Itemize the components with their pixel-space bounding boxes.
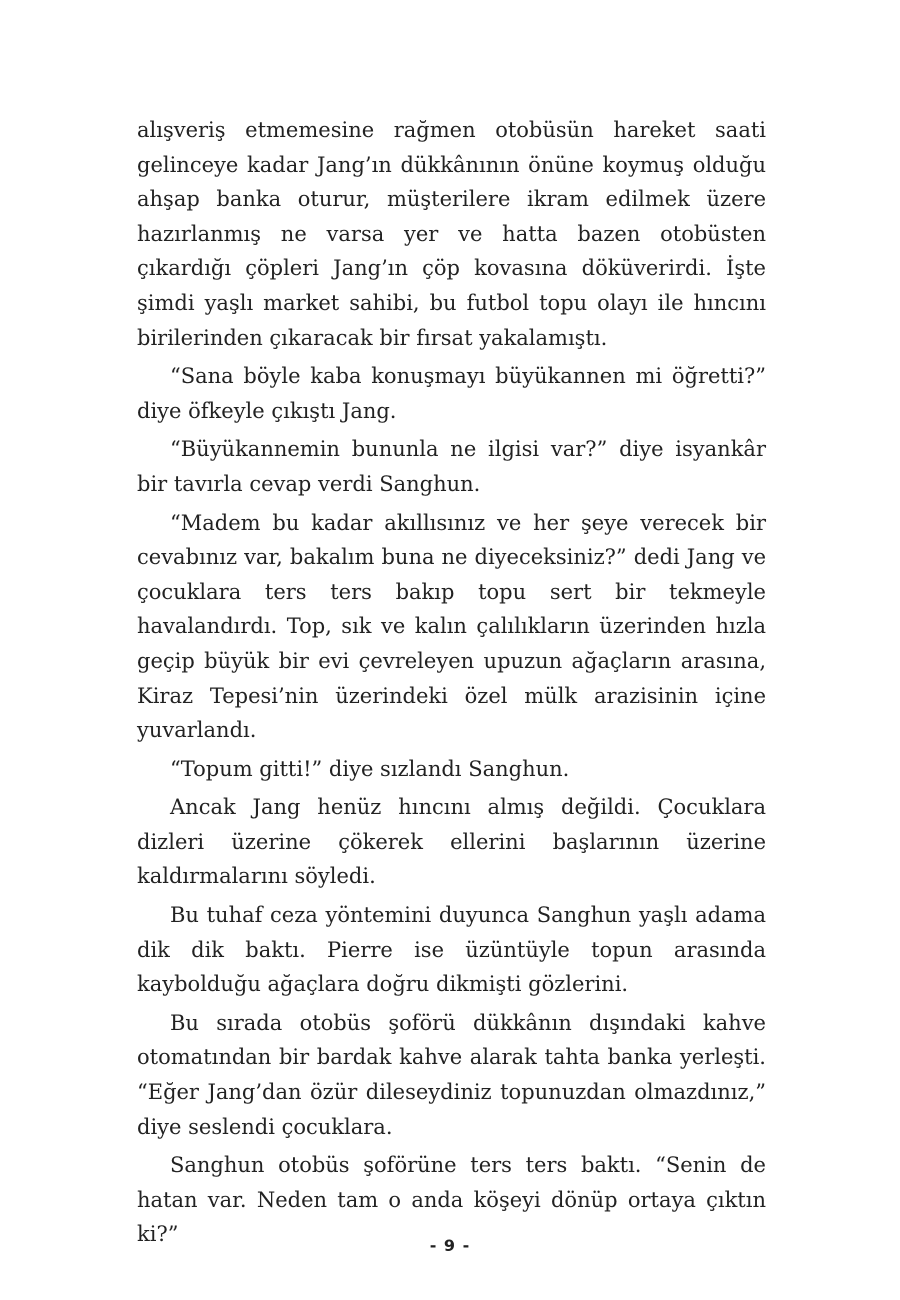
paragraph-1: alışveriş etmemesine rağmen otobüsün hareket saati gelinceye kadar Jang’ın dükkânının önüne koymuş olduğu ahşap banka oturur, müşterilere ikram edilmek üzere hazırlanmış ne varsa yer ve hatta bazen otobüsten çıkardığı çöpleri Jang’ın çöp kovasına döküverirdi. İşte şimdi yaşlı market sahibi, bu futbol topu olayı ile hıncını birilerinden çıkaracak bir fırsat yakalamıştı.: [137, 118, 766, 350]
paragraph-3: “Büyükannemin bununla ne ilgisi var?” diye isyankâr bir tavırla cevap verdi Sanghun.: [137, 437, 766, 496]
paragraph-6: Ancak Jang henüz hıncını almış değildi. Çocuklara dizleri üzerine çökerek ellerini başlarının üzerine kaldırmalarını söyledi.: [137, 795, 766, 889]
body-text: [137, 113, 766, 1256]
page-number: - 9 -: [429, 1236, 471, 1255]
paragraph-7: Bu tuhaf ceza yöntemini duyunca Sanghun yaşlı adama dik dik baktı. Pierre ise üzüntüyle topun arasında kaybolduğu ağaçlara doğru dikmişti gözlerini.: [137, 903, 766, 997]
paragraph-4: “Madem bu kadar akıllısınız ve her şeye verecek bir cevabınız var, bakalım buna ne diyeceksiniz?” dedi Jang ve çocuklara ters ters bakıp topu sert bir tekmeyle havalandırdı. Top, sık ve kalın çalılıkların üzerinden hızla geçip büyük bir evi çevreleyen upuzun ağaçların arasına, Kiraz Tepesi’nin üzerindeki özel mülk arazisinin içine yuvarlandı.: [137, 510, 766, 743]
paragraph-5: “Topum gitti!” diye sızlandı Sanghun.: [170, 756, 570, 781]
paragraph-8: Bu sırada otobüs şoförü dükkânın dışındaki kahve otomatından bir bardak kahve alarak tahta banka yerleşti. “Eğer Jang’dan özür dileseydiniz topunuzdan olmazdınız,” diye seslendi çocuklara.: [137, 1010, 766, 1139]
paragraph-9: Sanghun otobüs şoförüne ters ters baktı. “Senin de hatan var. Neden tam o anda köşeyi dönüp ortaya çıktın ki?”: [137, 1153, 766, 1247]
paragraph-2: “Sana böyle kaba konuşmayı büyükannen mi öğretti?” diye öfkeyle çıkıştı Jang.: [137, 364, 766, 423]
